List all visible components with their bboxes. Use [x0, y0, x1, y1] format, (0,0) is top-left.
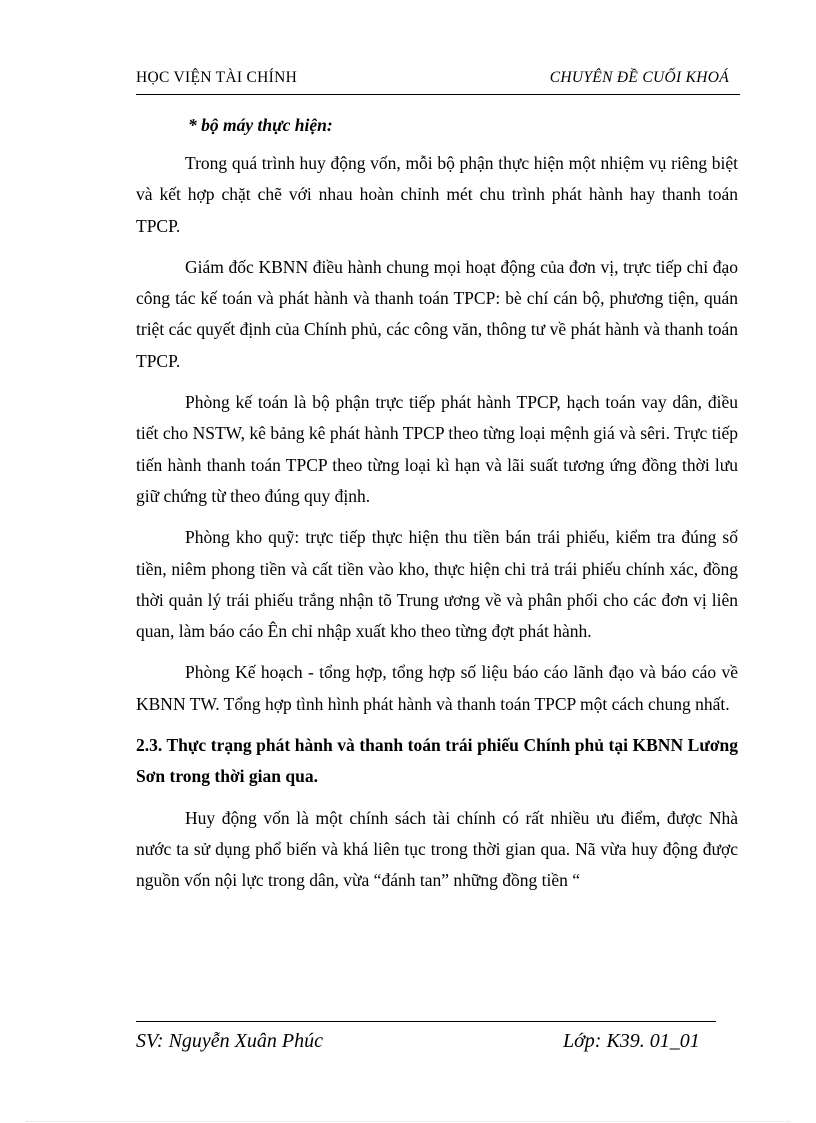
- paragraph: Phòng kế toán là bộ phận trực tiếp phát hành TPCP, hạch toán vay dân, điều tiết cho NSTW, kê bảng kê phát hành TPCP theo từng loại mệnh giá và sêri. Trực tiếp tiến hành thanh toán TPCP theo từng loại kì hạn và lãi suất tương ứng đồng thời lưu giữ chứng từ theo đúng quy định.: [136, 392, 738, 506]
- document-body: [136, 110, 738, 907]
- subheading: * bộ máy thực hiện:: [188, 115, 333, 135]
- header-institution: HỌC VIỆN TÀI CHÍNH: [136, 69, 298, 86]
- section-heading: 2.3. Thực trạng phát hành và thanh toán trái phiếu Chính phủ tại KBNN Lương Sơn trong thời gian qua.: [136, 735, 738, 787]
- footer-class: Lớp: K39. 01_01: [563, 1030, 700, 1052]
- paragraph: Giám đốc KBNN điều hành chung mọi hoạt động của đơn vị, trực tiếp chỉ đạo công tác kế toán và phát hành và thanh toán TPCP: bè chí cán bộ, phương tiện, quán triệt các quyết định của Chính phủ, các công văn, thông tư về phát hành và thanh toán TPCP.: [136, 256, 738, 371]
- page-bottom-border: [26, 1121, 790, 1122]
- paragraph: Phòng kho quỹ: trực tiếp thực hiện thu tiền bán trái phiếu, kiểm tra đúng số tiền, niêm phong tiền và cất tiền vào kho, thực hiện chi trả trái phiếu chính xác, đồng thời quản lý trái phiếu trắng nhận tõ Trung ương về và phân phối cho các đơn vị liên quan, làm báo cáo Ên chỉ nhập xuất kho theo từng đợt phát hành.: [136, 527, 738, 642]
- header-document-type: CHUYÊN ĐỀ CUỐI KHOÁ: [549, 69, 729, 86]
- footer-divider: [136, 1021, 716, 1022]
- paragraph: Huy động vốn là một chính sách tài chính có rất nhiều ưu điểm, được Nhà nước ta sử dụng phổ biến và khá liên tục trong thời gian qua. Nã vừa huy động được nguồn vốn nội lực trong dân, vừa “đánh tan” những đồng tiền “: [136, 807, 738, 891]
- paragraph: Phòng Kế hoạch - tổng hợp, tổng hợp số liệu báo cáo lãnh đạo và báo cáo về KBNN TW. Tổng hợp tình hình phát hành và thanh toán TPCP một cách chung nhất.: [136, 662, 738, 714]
- paragraph: Trong quá trình huy động vốn, mỗi bộ phận thực hiện một nhiệm vụ riêng biệt và kết hợp chặt chẽ với nhau hoàn chỉnh mét chu trình phát hành hay thanh toán TPCP.: [136, 153, 738, 236]
- footer-student-name: SV: Nguyễn Xuân Phúc: [136, 1030, 323, 1052]
- header-divider: [136, 94, 740, 95]
